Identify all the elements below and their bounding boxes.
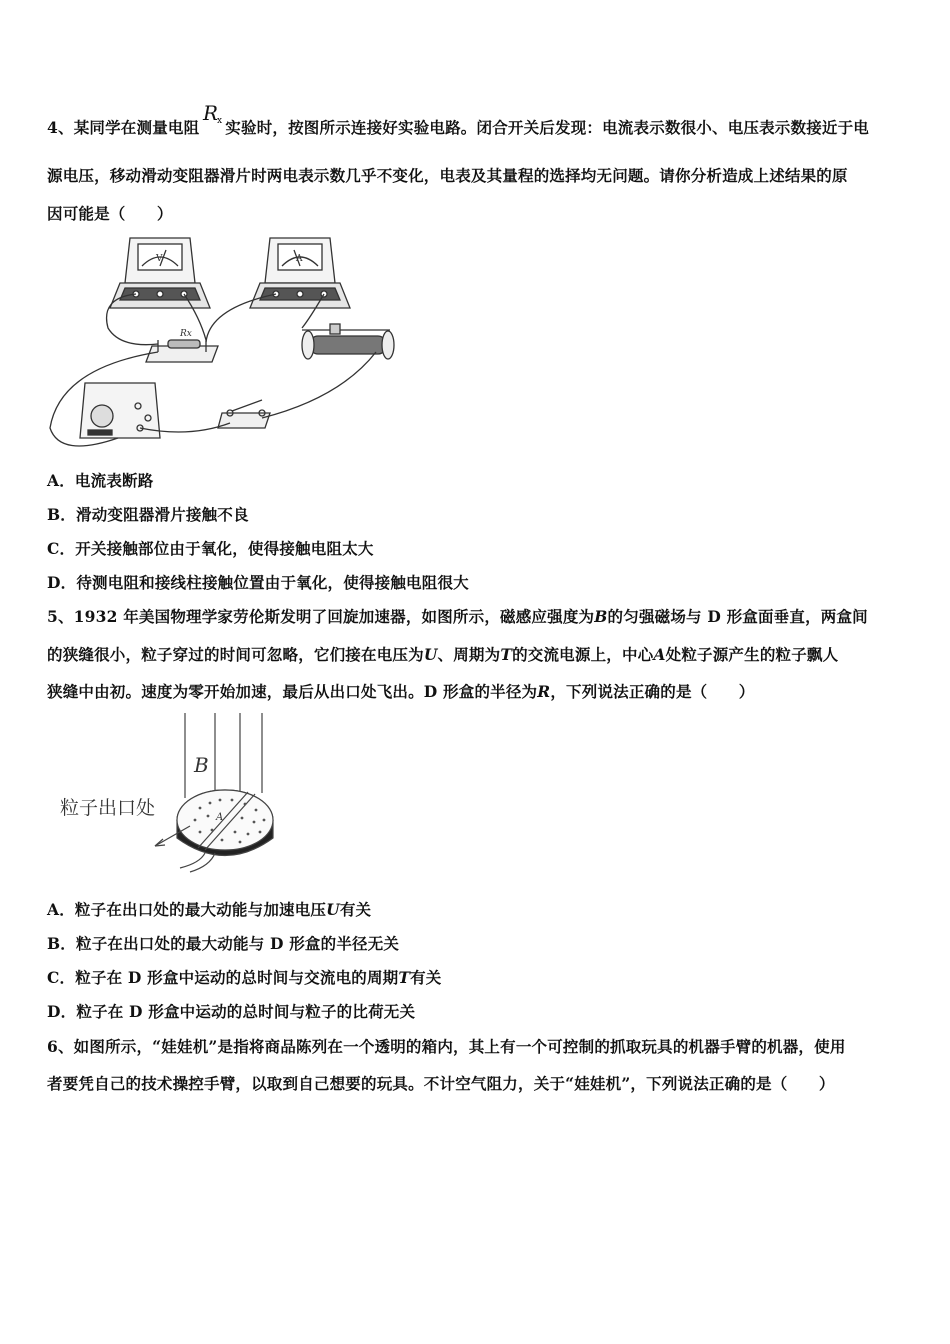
q5-option-a: [47, 898, 371, 920]
fig-label-a: A: [216, 812, 224, 823]
q4-text-b: 实验时，按图所示连接好实验电路。闭合开关后发现：电流表示数很小、电压表示数接近于电: [225, 118, 869, 137]
q5-text: 、周期为: [437, 645, 501, 664]
q4-option-d: D．待测电阻和接线柱接触位置由于氧化，使得接触电阻很大: [47, 573, 469, 592]
svg-text:A: A: [296, 254, 303, 264]
q4-line-1: [47, 116, 869, 138]
q5-line-3: [47, 680, 754, 702]
q4-line-3: 因可能是（ ）: [47, 204, 173, 223]
q5-line-2: [47, 643, 838, 665]
q5-text: 处粒子源产生的粒子飘人: [665, 645, 839, 664]
q5-option-var: U: [326, 900, 340, 919]
q5-option-c: [47, 966, 442, 988]
resistor-board-icon: [146, 340, 218, 362]
switch-icon: [218, 400, 270, 428]
q5-var-t: T: [500, 645, 513, 664]
q5-option-text: 有关: [339, 900, 372, 919]
q6-line-2: 者要凭自己的技术操控手臂，以取到自己想要的玩具。不计空气阻力，关于“娃娃机”，下列说法正确的是（ ）: [47, 1074, 835, 1093]
circuit-figure: [40, 228, 460, 460]
q4-option-a: A．电流表断路: [47, 471, 154, 490]
q4-line-2: 源电压，移动滑动变阻器滑片时两电表示数几乎不变化，电表及其量程的选择均无问题。请你分析造成上述结果的原: [47, 166, 848, 185]
q5-text: 狭缝中由初。速度为零开始加速，最后从出口处飞出。D 形盒的半径为: [47, 682, 538, 701]
q5-var-u: U: [423, 645, 438, 664]
svg-text:V: V: [156, 254, 163, 264]
fig-rx-label: Rx: [180, 329, 192, 339]
q5-option-text: A．粒子在出口处的最大动能与加速电压: [47, 900, 327, 919]
q5-option-text: C．粒子在 D 形盒中运动的总时间与交流电的周期: [47, 968, 399, 987]
q5-var-b: B: [594, 607, 608, 626]
q5-option-d: [47, 1000, 415, 1022]
q5-text: 的狭缝很小，粒子穿过的时间可忽略，它们接在电压为: [47, 645, 424, 664]
q4-option-b: B．滑动变阻器滑片接触不良: [47, 505, 249, 524]
q5-option-b: [47, 932, 399, 954]
q5-var-a: A: [653, 645, 666, 664]
fig-label-b: B: [194, 753, 209, 777]
q5-text: 的匀强磁场与 D 形盒面垂直，两盒间: [607, 607, 868, 626]
q4-option-c: C．开关接触部位由于氧化，使得接触电阻太大: [47, 539, 374, 558]
q5-text: ，下列说法正确的是（ ）: [550, 682, 755, 701]
q5-line-1: [47, 605, 868, 627]
q4-text-a: 某同学在测量电阻: [73, 118, 200, 137]
q5-option-text: D．粒子在 D 形盒中运动的总时间与粒子的比荷无关: [47, 1002, 416, 1021]
cyclotron-figure: [50, 708, 300, 873]
q5-option-text: B．粒子在出口处的最大动能与 D 形盒的半径无关: [47, 934, 400, 953]
q5-text: 的交流电源上，中心: [512, 645, 654, 664]
q5-text: 5、1932 年美国物理学家劳伦斯发明了回旋加速器，如图所示，磁感应强度为: [47, 607, 595, 626]
q4-number: 4、: [47, 118, 74, 137]
rheostat-icon: [302, 324, 394, 359]
ammeter-icon: [250, 238, 350, 308]
q5-var-r: R: [537, 682, 551, 701]
fig-label-exit: 粒子出口处: [60, 797, 156, 819]
q5-option-var: T: [398, 968, 411, 987]
resistor-subscript: x: [217, 116, 223, 126]
voltmeter-icon: [110, 238, 210, 308]
q5-option-text: 有关: [410, 968, 442, 987]
resistor-symbol: R: [203, 101, 219, 125]
q6-line-1: 6、如图所示，“娃娃机”是指将商品陈列在一个透明的箱内，其上有一个可控制的抓取玩具的机器手臂的机器，使用: [47, 1037, 846, 1056]
